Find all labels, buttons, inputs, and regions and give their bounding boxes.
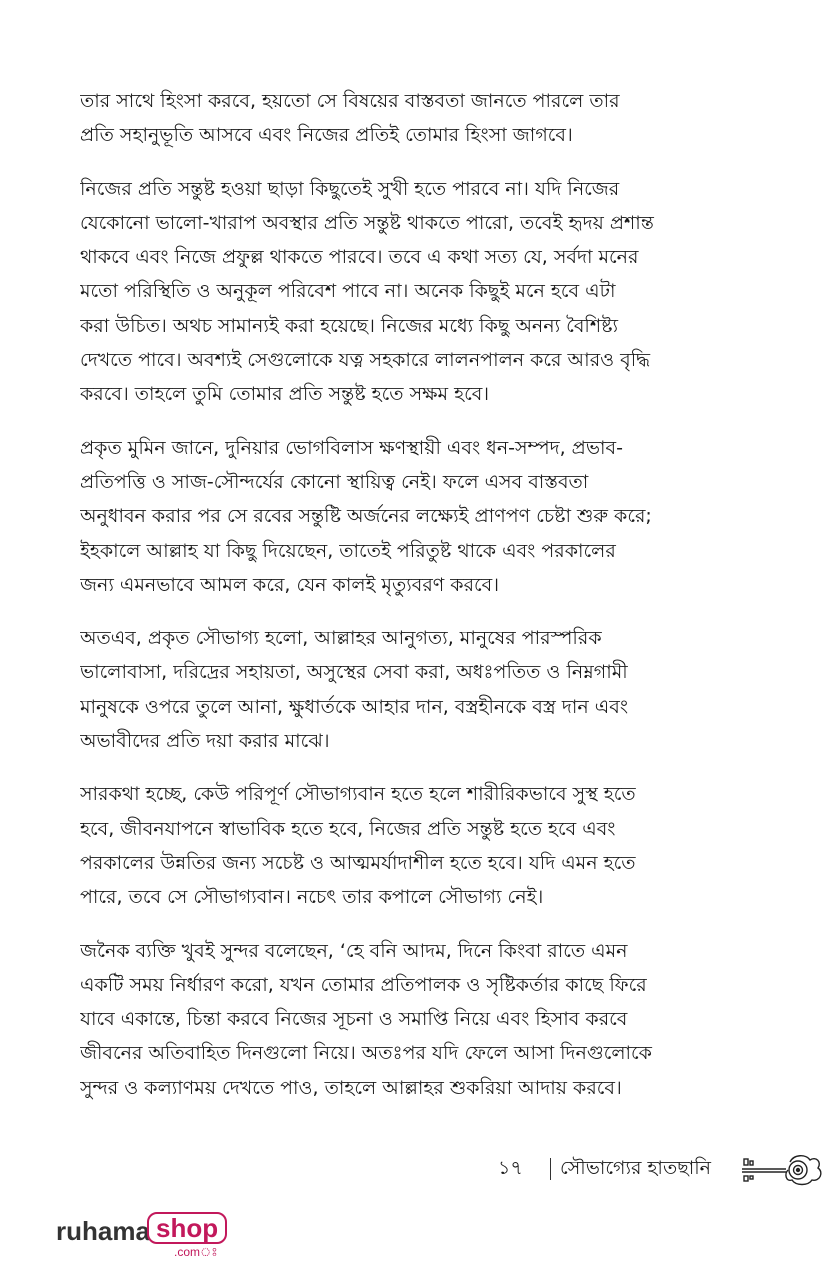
text-line: ইহকালে আল্লাহ যা কিছু দিয়েছেন, তাতেই পরিতুষ্ট থাকে এবং পরকালের bbox=[80, 539, 616, 562]
text-line: মতো পরিস্থিতি ও অনুকূল পরিবেশ পাবে না। অনেক কিছুই মনে হবে এটা bbox=[80, 280, 616, 303]
text-line: করবে। তাহলে তুমি তোমার প্রতি সন্তুষ্ট হতে সক্ষম হবে। bbox=[80, 383, 490, 406]
paragraph-6 bbox=[80, 934, 720, 1105]
text-line: দেখতে পাবে। অবশ্যই সেগুলোকে যত্ন সহকারে লালনপালন করে আরও বৃদ্ধি bbox=[80, 349, 651, 372]
text-line: ভালোবাসা, দরিদ্রের সহায়তা, অসুস্থের সেবা করা, অধঃপতিত ও নিম্নগামী bbox=[80, 661, 628, 684]
page-body bbox=[80, 84, 720, 1124]
text-line: জন্য এমনভাবে আমল করে, যেন কালই মৃত্যুবরণ করবে। bbox=[80, 573, 500, 596]
text-line: মানুষকে ওপরে তুলে আনা, ক্ষুধার্তকে আহার দান, বস্ত্রহীনকে বস্ত্র দান এবং bbox=[80, 695, 628, 718]
logo-text-ruhama: ruhama bbox=[56, 1216, 150, 1246]
paragraph-1 bbox=[80, 84, 720, 153]
text-line: যেকোনো ভালো-খারাপ অবস্থার প্রতি সন্তুষ্ট থাকতে পারো, তবেই হৃদয় প্রশান্ত bbox=[80, 211, 654, 234]
paragraph-4 bbox=[80, 621, 720, 758]
text-line: সুন্দর ও কল্যাণময় দেখতে পাও, তাহলে আল্লাহর শুকরিয়া আদায় করবে। bbox=[80, 1076, 622, 1099]
text-line: থাকবে এবং নিজে প্রফুল্ল থাকতে পারবে। তবে এ কথা সত্য যে, সর্বদা মনের bbox=[80, 246, 639, 269]
text-line: জীবনের অতিবাহিত দিনগুলো নিয়ে। অতঃপর যদি ফেলে আসা দিনগুলোকে bbox=[80, 1042, 652, 1065]
text-line: পারে, তবে সে সৌভাগ্যবান। নচেৎ তার কপালে সৌভাগ্য নেই। bbox=[80, 886, 544, 909]
text-line: প্রতিপত্তি ও সাজ-সৌন্দর্যের কোনো স্থায়িত্ব নেই। ফলে এসব বাস্তবতা bbox=[80, 470, 589, 493]
page-footer bbox=[0, 1150, 825, 1190]
text-line: প্রতি সহানুভূতি আসবে এবং নিজের প্রতিই তোমার হিংসা জাগবে। bbox=[80, 124, 573, 147]
text-line: পরকালের উন্নতির জন্য সচেষ্ট ও আত্মমর্যাদাশীল হতে হবে। যদি এমন হতে bbox=[80, 851, 636, 874]
footer-divider bbox=[550, 1158, 551, 1180]
text-line: নিজের প্রতি সন্তুষ্ট হওয়া ছাড়া কিছুতেই সুখী হতে পারবে না। যদি নিজের bbox=[80, 177, 620, 200]
text-line: জনৈক ব্যক্তি খুবই সুন্দর বলেছেন, ‘হে বনি আদম, দিনে কিংবা রাতে এমন bbox=[80, 939, 628, 962]
text-line: অতএব, প্রকৃত সৌভাগ্য হলো, আল্লাহর আনুগত্য, মানুষের পারস্পরিক bbox=[80, 627, 602, 650]
text-line: তার সাথে হিংসা করবে, হয়তো সে বিষয়ের বাস্তবতা জানতে পারলে তার bbox=[80, 90, 620, 112]
running-title: সৌভাগ্যের হাতছানি bbox=[560, 1157, 711, 1179]
text-line: যাবে একান্তে, চিন্তা করবে নিজের সূচনা ও সমাপ্তি নিয়ে এবং হিসাব করবে bbox=[80, 1008, 628, 1031]
text-line: অনুধাবন করার পর সে রবের সন্তুষ্টি অর্জনের লক্ষ্যেই প্রাণপণ চেষ্টা শুরু করে; bbox=[80, 505, 652, 528]
key-ornament-icon bbox=[738, 1152, 824, 1186]
text-line: প্রকৃত মুমিন জানে, দুনিয়ার ভোগবিলাস ক্ষণস্থায়ী এবং ধন-সম্পদ, প্রভাব- bbox=[80, 436, 623, 459]
text-line: করা উচিত। অথচ সামান্যই করা হয়েছে। নিজের মধ্যে কিছু অনন্য বৈশিষ্ট্য bbox=[80, 314, 618, 337]
paragraph-5 bbox=[80, 777, 720, 914]
paragraph-2 bbox=[80, 172, 720, 412]
text-line: অভাবীদের প্রতি দয়া করার মাঝে। bbox=[80, 730, 330, 753]
paragraph-3 bbox=[80, 431, 720, 602]
text-line: একটি সময় নির্ধারণ করো, যখন তোমার প্রতিপালক ও সৃষ্টিকর্তার কাছে ফিরে bbox=[80, 973, 647, 996]
text-line: সারকথা হচ্ছে, কেউ পরিপূর্ণ সৌভাগ্যবান হতে হলে শারীরিকভাবে সুস্থ হতে bbox=[80, 783, 636, 806]
logo-text-com: .comঃ bbox=[174, 1245, 218, 1259]
ruhamashop-logo bbox=[56, 1210, 236, 1260]
text-line: হবে, জীবনযাপনে স্বাভাবিক হতে হবে, নিজের প্রতি সন্তুষ্ট হতে হবে এবং bbox=[80, 817, 616, 840]
logo-text-shop: shop bbox=[147, 1212, 227, 1244]
page-number: ১৭ bbox=[498, 1157, 523, 1179]
